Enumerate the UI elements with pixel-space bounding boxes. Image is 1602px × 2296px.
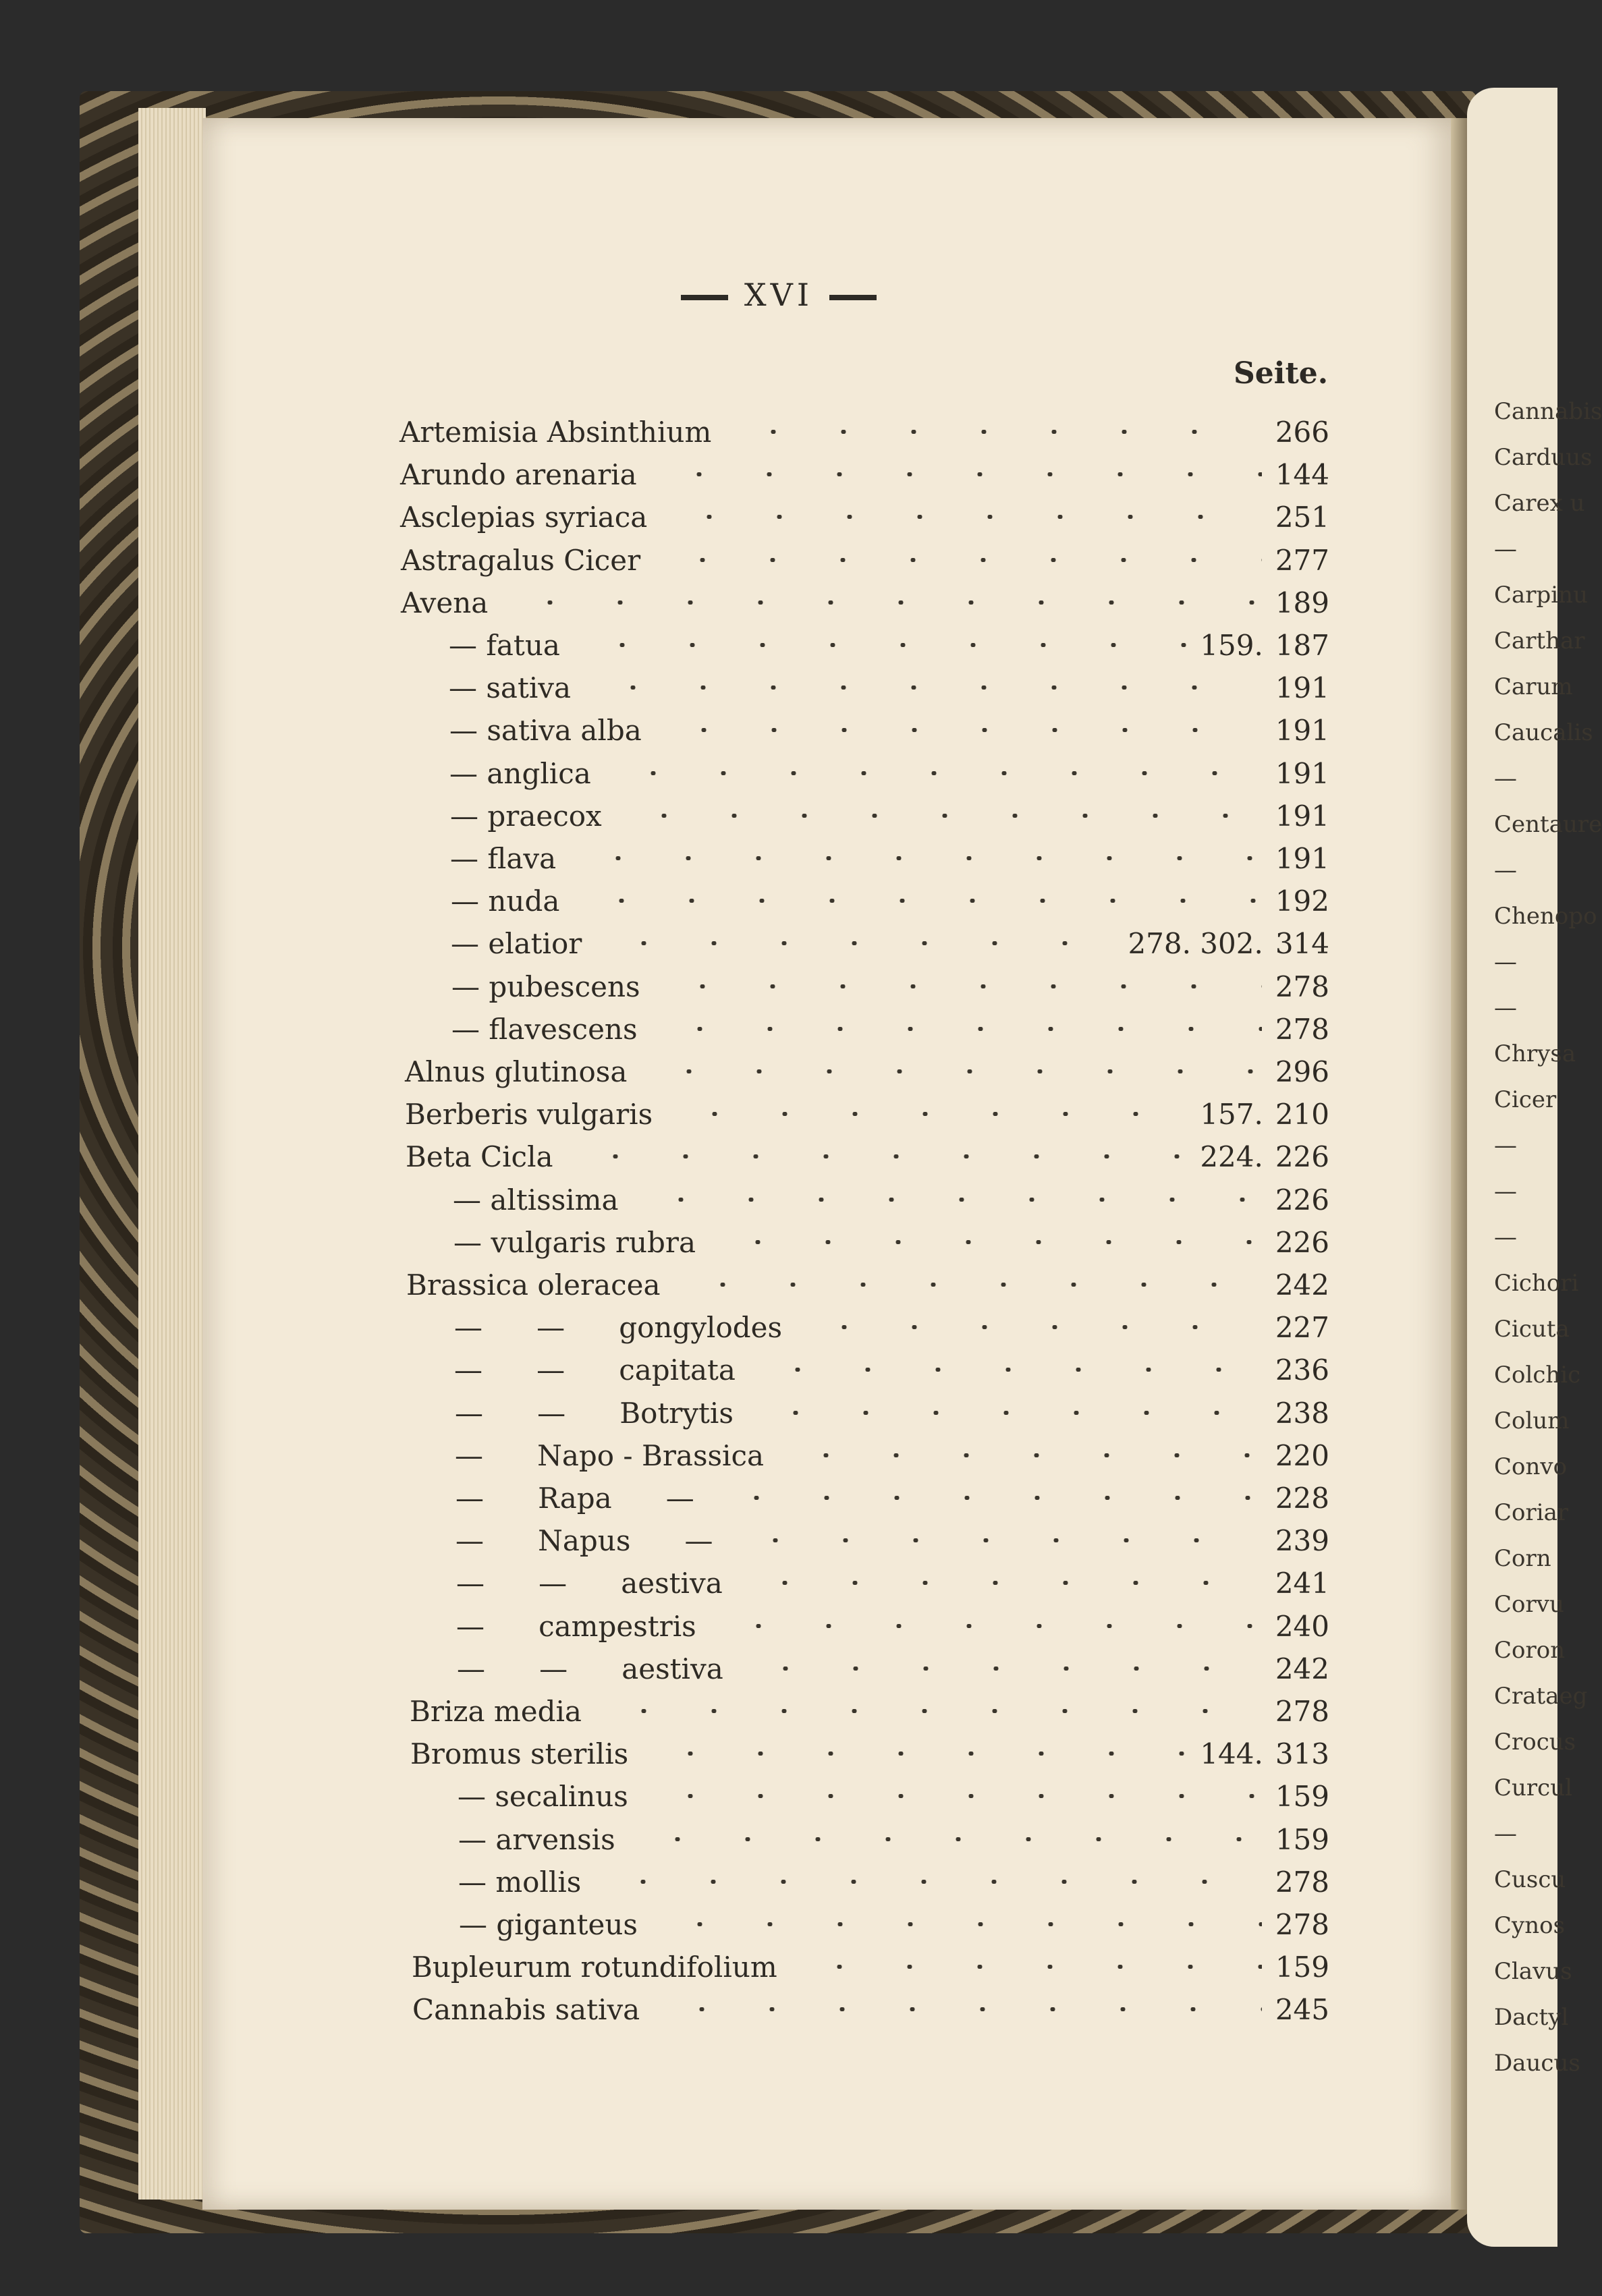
entry-page-number: 277 (1275, 543, 1329, 577)
entry-page-number: 296 (1275, 1055, 1329, 1088)
index-entry (458, 1863, 1329, 1901)
entry-label: Astragalus Cicer (401, 543, 641, 577)
entry-label: — — gongylodes (454, 1310, 783, 1344)
entry-label: Brassica oleracea (406, 1268, 661, 1301)
entry-page-number: 191 (1275, 671, 1329, 704)
entry-page-number: 242 (1275, 1268, 1329, 1301)
index-entry (455, 1521, 1329, 1559)
leader-dots (736, 1581, 1262, 1585)
leader-dots (501, 600, 1262, 605)
entry-page-number: 210 (1275, 1097, 1329, 1131)
index-entry (457, 1650, 1329, 1687)
leader-dots (708, 1496, 1262, 1500)
index-entry (406, 1266, 1329, 1304)
page-numeral: XVI (744, 277, 814, 313)
facing-page-fragment: Daucus (1494, 2050, 1580, 2077)
entry-label: — sativa alba (449, 713, 642, 747)
leader-dots (640, 1069, 1261, 1073)
entry-label: — campestris (456, 1609, 696, 1643)
entry-page-number: 191 (1275, 841, 1329, 875)
entry-page-number: 239 (1275, 1523, 1329, 1557)
entry-page-number: 220 (1275, 1438, 1329, 1472)
entry-page-number: 278 (1275, 970, 1329, 1003)
leader-dots (570, 856, 1262, 860)
facing-page-fragment: Caucalis (1494, 719, 1593, 746)
facing-page-fragment: — (1494, 995, 1517, 1021)
index-entry (453, 1223, 1329, 1261)
index-entry (412, 1948, 1329, 1986)
entry-page-number: 191 (1275, 713, 1329, 747)
index-entry (459, 1905, 1329, 1943)
entry-page-number: 236 (1275, 1353, 1329, 1387)
entry-extra-pages: 144. (1200, 1737, 1263, 1770)
entry-page-number: 226 (1275, 1225, 1329, 1259)
entry-label: Avena (401, 586, 489, 619)
entry-label: — fatua (449, 628, 560, 662)
entry-page-number: 187 (1275, 628, 1329, 662)
index-entry (410, 1692, 1329, 1730)
entry-label: Artemisia Absinthium (399, 415, 712, 449)
entry-label: — praecox (450, 799, 602, 833)
facing-page-fragment: — (1494, 949, 1517, 976)
leader-dots (655, 728, 1262, 732)
facing-page-fragment: Curcul (1494, 1774, 1572, 1801)
facing-page-fragment: — (1494, 765, 1517, 792)
leader-dots (654, 558, 1262, 562)
entry-label: Cannabis sativa (412, 1992, 640, 2026)
index-entry (458, 1820, 1329, 1858)
entry-page-number: 278 (1275, 1694, 1329, 1728)
facing-page-fragment: — (1494, 1132, 1517, 1159)
entry-page-number: 189 (1275, 586, 1329, 619)
leader-dots (595, 1709, 1262, 1713)
leader-dots (642, 1752, 1186, 1756)
index-entry (449, 711, 1329, 749)
leader-dots (737, 1667, 1262, 1671)
leader-dots (595, 1880, 1262, 1884)
leader-dots (605, 771, 1262, 775)
leader-dots (661, 515, 1261, 519)
entry-label: Asclepias syriaca (400, 500, 648, 534)
entry-extra-pages: 159. (1200, 628, 1263, 662)
entry-page-number: 226 (1275, 1183, 1329, 1216)
leader-dots (574, 643, 1186, 647)
entry-label: — — aestiva (456, 1566, 723, 1600)
index-entry (450, 797, 1329, 835)
index-entry (412, 1990, 1329, 2028)
leader-dots (796, 1325, 1262, 1329)
entry-label: — altissima (453, 1183, 619, 1216)
leader-dots (727, 1538, 1262, 1542)
facing-page-fragment: Dactyl (1494, 2004, 1569, 2031)
entry-page-number: 241 (1275, 1566, 1329, 1600)
entry-page-number: 191 (1275, 756, 1329, 790)
index-entry (405, 1095, 1329, 1133)
leader-dots (777, 1453, 1262, 1457)
entry-label: — — capitata (454, 1353, 736, 1387)
entry-extra-pages: 278. 302. (1128, 926, 1263, 960)
index-entry (400, 455, 1329, 493)
leader-dots (629, 1837, 1262, 1841)
entry-label: — mollis (458, 1865, 582, 1899)
facing-page-fragment: Carthar (1494, 627, 1585, 654)
facing-page-fragment: Carduus (1494, 444, 1593, 471)
entry-label: — — aestiva (457, 1652, 723, 1685)
entry-label: Briza media (410, 1694, 582, 1728)
leader-dots (666, 1112, 1186, 1116)
entry-label: — Rapa — (455, 1481, 694, 1515)
index-entry (454, 1351, 1329, 1389)
entry-extra-pages: 224. (1200, 1140, 1263, 1173)
entry-label: — Napo - Brassica (455, 1438, 765, 1472)
leader-dots (595, 941, 1114, 945)
index-entry (401, 541, 1329, 579)
facing-page-fragment: Cichori (1494, 1270, 1579, 1297)
entry-page-number: 251 (1275, 500, 1329, 534)
leader-dots (573, 899, 1261, 903)
entry-label: Bromus sterilis (410, 1737, 629, 1770)
entry-extra-pages: 157. (1200, 1097, 1263, 1131)
leader-dots (642, 1794, 1262, 1798)
facing-page-fragment: Corn (1494, 1545, 1551, 1572)
entry-page-number: 313 (1275, 1737, 1329, 1770)
entry-label: — giganteus (459, 1907, 638, 1941)
entry-page-number: 266 (1275, 415, 1329, 449)
leader-dots (651, 1922, 1262, 1926)
entry-page-number: 242 (1275, 1652, 1329, 1685)
facing-page-fragment: Centaure (1494, 811, 1602, 838)
leader-dots (791, 1965, 1262, 1969)
entry-page-number: 278 (1275, 1907, 1329, 1941)
index-entry (450, 839, 1329, 877)
entry-label: — flava (450, 841, 557, 875)
leader-dots (725, 430, 1262, 434)
entry-label: Beta Cicla (406, 1140, 553, 1173)
facing-page-fragment: Crocus (1494, 1729, 1576, 1756)
facing-page-fragment: Coron (1494, 1637, 1566, 1664)
entry-label: — pubescens (451, 970, 640, 1003)
leader-dots (567, 1154, 1187, 1158)
entry-label: — anglica (449, 756, 591, 790)
entry-label: — vulgaris rubra (453, 1225, 696, 1259)
leader-dots (749, 1368, 1262, 1372)
index-entry (455, 1479, 1329, 1517)
index-entry (455, 1394, 1329, 1432)
index-entry (399, 413, 1329, 451)
entry-label: Alnus glutinosa (405, 1055, 628, 1088)
entry-page-number: 191 (1275, 799, 1329, 833)
index-entry (400, 498, 1329, 536)
index-entry (451, 882, 1329, 920)
entry-page-number: 314 (1275, 926, 1329, 960)
entry-page-number: 278 (1275, 1012, 1329, 1046)
index-entry (405, 1053, 1329, 1090)
index-entry (458, 1777, 1329, 1815)
index-entry (456, 1564, 1329, 1602)
leader-dots (632, 1198, 1262, 1202)
entry-label: Arundo arenaria (400, 457, 637, 491)
leader-dots (674, 1283, 1262, 1287)
entry-page-number: 228 (1275, 1481, 1329, 1515)
facing-page-fragment: Clavus (1494, 1958, 1572, 1985)
facing-page-fragment: Cynos (1494, 1912, 1566, 1939)
index-entry (454, 1308, 1329, 1346)
index-entry (449, 669, 1329, 706)
index-entry (410, 1735, 1329, 1772)
leader-dots (584, 685, 1262, 690)
index-entry (451, 1010, 1329, 1048)
facing-page-fragment: Cuscu (1494, 1866, 1566, 1893)
entry-page-number: 159 (1275, 1822, 1329, 1856)
facing-page-fragment: — (1494, 1224, 1517, 1251)
index-entry (449, 626, 1329, 664)
facing-page-fragment: Colchic (1494, 1362, 1581, 1389)
entry-label: — sativa (449, 671, 572, 704)
leader-dots (709, 1240, 1262, 1244)
facing-page-fragment: Cicer (1494, 1086, 1557, 1113)
entry-page-number: 240 (1275, 1609, 1329, 1643)
entry-page-number: 245 (1275, 1992, 1329, 2026)
index-entry (456, 1607, 1329, 1645)
facing-page-fragment: Carum (1494, 673, 1573, 700)
facing-page-fragment: Colum (1494, 1407, 1570, 1434)
leader-dots (651, 472, 1262, 476)
facing-page-fragment: Carex u (1494, 490, 1585, 517)
facing-page-fragment: — (1494, 536, 1517, 563)
entry-page-number: 144 (1275, 457, 1329, 491)
facing-page-fragment: Carpinu (1494, 582, 1588, 609)
leader-dots (710, 1624, 1262, 1628)
entry-label: — — Botrytis (455, 1396, 734, 1430)
entry-page-number: 159 (1275, 1779, 1329, 1813)
entry-label: Bupleurum rotundifolium (412, 1950, 777, 1984)
facing-page-fragment: Convo (1494, 1453, 1568, 1480)
index-entry (406, 1138, 1329, 1175)
entry-page-number: 227 (1275, 1310, 1329, 1344)
column-label: Seite. (1234, 356, 1329, 391)
index-entry (451, 968, 1329, 1005)
facing-page-fragment: Chenopo (1494, 903, 1597, 930)
entry-page-number: 159 (1275, 1950, 1329, 1984)
index-entry (455, 1436, 1329, 1474)
entry-label: — elatior (451, 926, 582, 960)
entry-page-number: 238 (1275, 1396, 1329, 1430)
facing-page-fragment: — (1494, 1178, 1517, 1205)
index-entry (451, 924, 1329, 962)
index-entry (401, 584, 1329, 621)
leader-dots (651, 1027, 1262, 1031)
entry-page-number: 192 (1275, 884, 1329, 918)
leader-dots (747, 1411, 1262, 1415)
entry-page-number: 226 (1275, 1140, 1329, 1173)
entry-label: Berberis vulgaris (405, 1097, 653, 1131)
entry-label: — arvensis (458, 1822, 615, 1856)
leader-dots (615, 814, 1262, 818)
entry-label: — flavescens (451, 1012, 638, 1046)
entry-label: — nuda (451, 884, 560, 918)
entry-page-number: 278 (1275, 1865, 1329, 1899)
leader-dots (653, 2007, 1262, 2011)
facing-page-fragment: Cannabis (1494, 398, 1602, 425)
facing-page-fragment: Chrysa (1494, 1040, 1576, 1067)
facing-page-fragment: Corvu (1494, 1591, 1564, 1618)
index-entry (449, 754, 1329, 792)
facing-page-fragment: — (1494, 857, 1517, 884)
facing-page-fragment: Cicuta (1494, 1316, 1570, 1343)
entry-label: — secalinus (458, 1779, 628, 1813)
facing-page-fragment: Crataeg (1494, 1683, 1588, 1710)
leader-dots (654, 984, 1262, 988)
index-entry (453, 1181, 1329, 1219)
facing-page-fragment: Coriar (1494, 1499, 1569, 1526)
facing-page-fragment: — (1494, 1820, 1517, 1847)
entry-label: — Napus — (455, 1523, 713, 1557)
